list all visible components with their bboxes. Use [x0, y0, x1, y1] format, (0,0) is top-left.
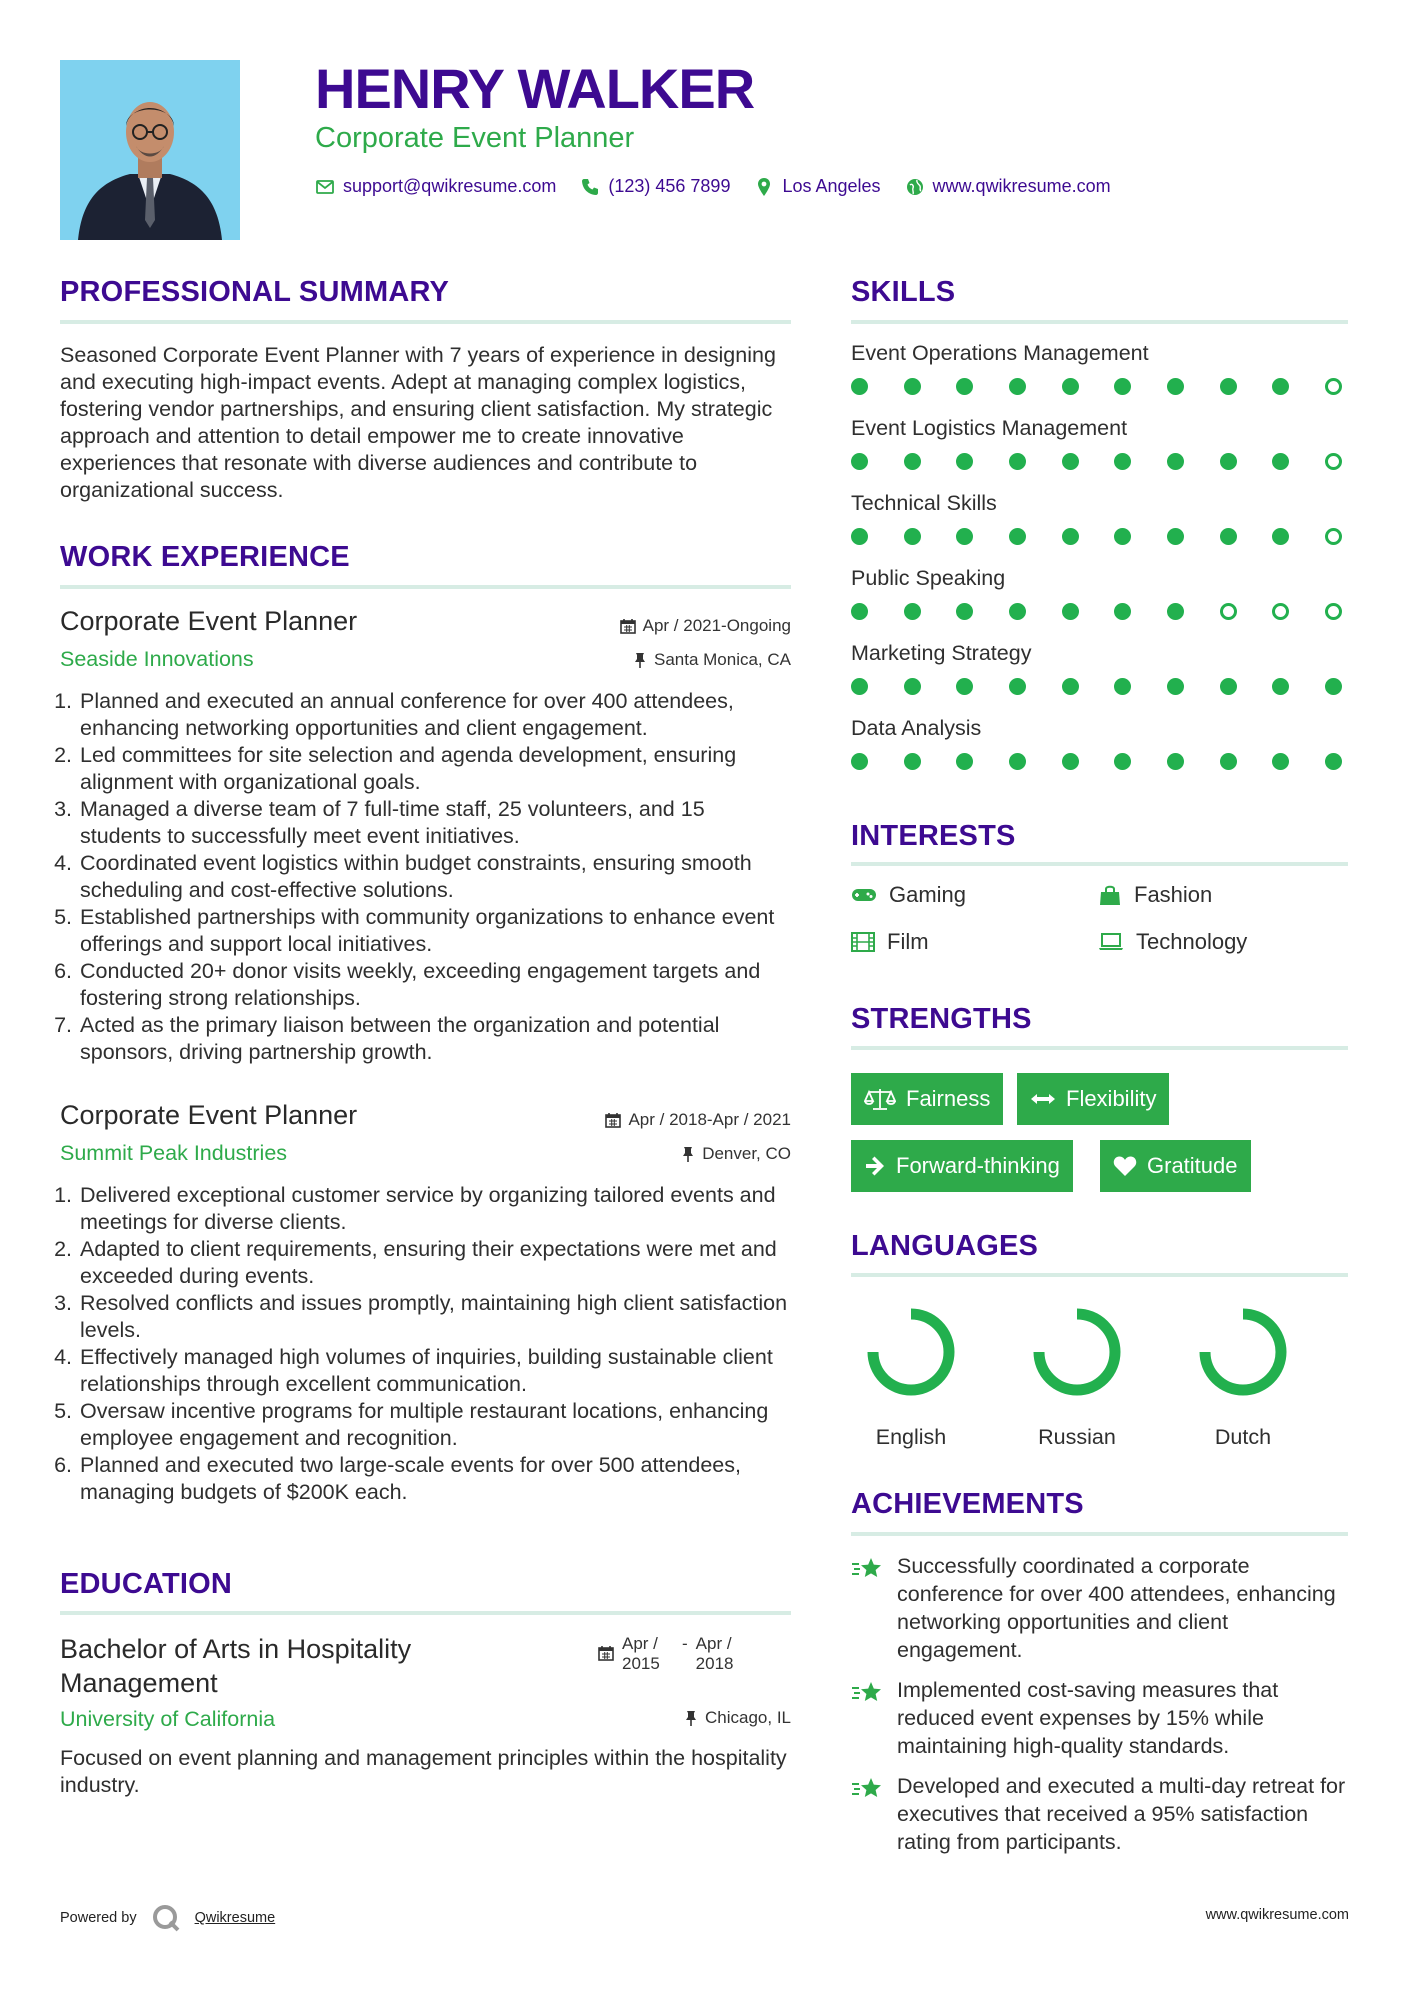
- languages-heading: LANGUAGES: [851, 1230, 1039, 1262]
- rating-dot: [1325, 378, 1342, 395]
- skills-heading: SKILLS: [851, 276, 956, 308]
- rating-dot: [851, 753, 868, 770]
- calendar-icon: [598, 1645, 614, 1661]
- shopping-bag-icon: [1098, 884, 1122, 906]
- rating-dot: [1114, 603, 1131, 620]
- list-item: 2. Adapted to client requirements, ensuring their expectations were met and exceeded during events.: [78, 1236, 791, 1290]
- language-level-arc: [1205, 1314, 1281, 1390]
- strength-chip: Flexibility: [1017, 1073, 1169, 1125]
- experience-heading: WORK EXPERIENCE: [60, 541, 350, 573]
- list-item: 6. Planned and executed two large-scale events for over 500 attendees, managing budgets of $200K each.: [78, 1452, 791, 1506]
- profile-photo: [60, 60, 240, 240]
- section-divider: [60, 585, 791, 589]
- shooting-star-icon: [851, 1556, 883, 1582]
- rating-dot: [956, 453, 973, 470]
- education-description: Focused on event planning and management principles within the hospitality industry.: [60, 1746, 787, 1797]
- interests-heading: INTERESTS: [851, 820, 1016, 852]
- rating-dot: [1220, 603, 1237, 620]
- language-item: Dutch: [1183, 1302, 1303, 1450]
- rating-dot: [1325, 528, 1342, 545]
- rating-dot: [851, 528, 868, 545]
- job-bullets: [60, 688, 791, 1066]
- rating-dot: [1220, 753, 1237, 770]
- language-item: Russian: [1017, 1302, 1137, 1450]
- rating-dot: [904, 453, 921, 470]
- rating-dot: [1062, 453, 1079, 470]
- qwikresume-logo-icon: [151, 1903, 181, 1933]
- list-item: 4. Effectively managed high volumes of inquiries, building sustainable client relationships through excellent communication.: [78, 1344, 791, 1398]
- contact-bar: [315, 176, 1125, 197]
- map-marker-icon: [754, 177, 774, 197]
- interest-item: Gaming: [851, 882, 966, 908]
- achievement-item: Successfully coordinated a corporate conference for over 400 attendees, enhancing networking opportunities and client engagement.: [851, 1552, 1348, 1664]
- footer-powered: [60, 1903, 275, 1933]
- rating-dot: [1167, 453, 1184, 470]
- list-item: 1. Planned and executed an annual conference for over 400 attendees, enhancing networking opportunities and client engagement.: [78, 688, 791, 742]
- rating-dot: [1325, 753, 1342, 770]
- job-location: Denver, CO: [702, 1144, 791, 1163]
- rating-dot: [1272, 603, 1289, 620]
- calendar-icon: [605, 1112, 621, 1128]
- website-link[interactable]: www.qwikresume.com: [932, 176, 1111, 196]
- rating-dot: [1167, 603, 1184, 620]
- list-item: 7. Acted as the primary liaison between the organization and potential sponsors, driving partnership growth.: [78, 1012, 791, 1066]
- skill-name: Technical Skills: [851, 491, 997, 515]
- job-entry: [60, 1098, 791, 1506]
- rating-dot: [956, 603, 973, 620]
- rating-dot: [1167, 678, 1184, 695]
- language-item: English: [851, 1302, 971, 1450]
- skill-name: Marketing Strategy: [851, 641, 1032, 665]
- section-divider: [851, 1273, 1348, 1277]
- rating-dot: [1062, 603, 1079, 620]
- rating-dot: [1272, 378, 1289, 395]
- globe-icon: [905, 177, 925, 197]
- rating-dot: [904, 603, 921, 620]
- list-item: 3. Managed a diverse team of 7 full-time staff, 25 volunteers, and 15 students to successfully meet event initiatives.: [78, 796, 791, 850]
- balance-scale-icon: [864, 1087, 896, 1111]
- heart-icon: [1113, 1155, 1137, 1177]
- achievements-list: [851, 1552, 1348, 1856]
- rating-dot: [1114, 753, 1131, 770]
- strength-chip: Forward-thinking: [851, 1140, 1073, 1192]
- rating-dot: [851, 678, 868, 695]
- edu-start-month: Apr /: [622, 1634, 658, 1653]
- job-entry: [60, 604, 791, 1066]
- interest-item: Fashion: [1098, 882, 1212, 908]
- rating-dot: [1009, 603, 1026, 620]
- rating-dot: [851, 453, 868, 470]
- language-level-arc: [873, 1314, 949, 1390]
- rating-dot: [1062, 378, 1079, 395]
- laptop-icon: [1098, 933, 1124, 951]
- achievement-item: Developed and executed a multi-day retreat for executives that received a 95% satisfaction rating from participants.: [851, 1772, 1348, 1856]
- skill-item: [851, 566, 1348, 641]
- rating-dot: [1062, 678, 1079, 695]
- gamepad-icon: [851, 886, 877, 904]
- job-title: Corporate Event Planner: [60, 606, 358, 636]
- list-item: 6. Conducted 20+ donor visits weekly, exceeding engagement targets and fostering strong relationships.: [78, 958, 791, 1012]
- rating-dot: [1167, 528, 1184, 545]
- summary-text: Seasoned Corporate Event Planner with 7 years of experience in designing and executing high-impact events. Adept at managing complex logistics, fostering vendor partnerships, and ensuring client satisfaction. My strategic approach and attention to detail empower me to create innovative experiences that resonate with diverse audiences and contribute to organizational success.: [60, 343, 776, 502]
- powered-by-label: Powered by: [60, 1910, 137, 1926]
- footer-site-link[interactable]: www.qwikresume.com: [1205, 1907, 1349, 1923]
- rating-dot: [1325, 603, 1342, 620]
- rating-dot: [1009, 753, 1026, 770]
- skill-name: Event Logistics Management: [851, 416, 1128, 440]
- email-link[interactable]: support@qwikresume.com: [343, 176, 557, 196]
- skill-rating: [851, 378, 1342, 395]
- language-ring: [1027, 1302, 1127, 1402]
- list-item: 4. Coordinated event logistics within budget constraints, ensuring smooth scheduling and cost-effective solutions.: [78, 850, 791, 904]
- languages-list: [851, 1302, 1303, 1450]
- candidate-name: HENRY WALKER: [315, 57, 755, 120]
- strength-chip: Fairness: [851, 1073, 1003, 1125]
- skill-name: Public Speaking: [851, 566, 1006, 590]
- skill-name: Data Analysis: [851, 716, 982, 740]
- school-name: University of California: [60, 1707, 276, 1731]
- rating-dot: [1062, 528, 1079, 545]
- skill-rating: [851, 528, 1342, 545]
- skill-item: [851, 716, 1348, 791]
- edu-end-month: Apr /: [695, 1634, 732, 1653]
- section-divider: [60, 1611, 791, 1615]
- rating-dot: [1167, 378, 1184, 395]
- job-company: Summit Peak Industries: [60, 1141, 288, 1165]
- rating-dot: [851, 378, 868, 395]
- list-item: 3. Resolved conflicts and issues promptly, maintaining high client satisfaction levels.: [78, 1290, 791, 1344]
- section-divider: [851, 862, 1348, 866]
- job-company: Seaside Innovations: [60, 647, 254, 671]
- rating-dot: [1114, 378, 1131, 395]
- shooting-star-icon: [851, 1680, 883, 1706]
- brand-link[interactable]: Qwikresume: [194, 1910, 276, 1926]
- skill-rating: [851, 678, 1342, 695]
- pushpin-icon: [633, 652, 647, 668]
- rating-dot: [1220, 378, 1237, 395]
- rating-dot: [1009, 678, 1026, 695]
- language-level-arc: [1039, 1314, 1115, 1390]
- rating-dot: [1220, 528, 1237, 545]
- pushpin-icon: [681, 1146, 695, 1162]
- rating-dot: [1114, 528, 1131, 545]
- skill-rating: [851, 603, 1342, 620]
- rating-dot: [1272, 753, 1289, 770]
- envelope-icon: [315, 177, 335, 197]
- rating-dot: [1114, 453, 1131, 470]
- rating-dot: [904, 378, 921, 395]
- skill-item: [851, 641, 1348, 716]
- rating-dot: [1272, 528, 1289, 545]
- job-dates: Apr / 2021-Ongoing: [642, 616, 791, 635]
- location-text: Los Angeles: [782, 176, 881, 196]
- arrows-horizontal-icon: [1030, 1092, 1056, 1106]
- film-icon: [851, 932, 875, 952]
- degree-title: Bachelor of Arts in Hospitality Management: [60, 1634, 412, 1698]
- edu-end-year: 2018: [695, 1654, 734, 1673]
- section-divider: [851, 1046, 1348, 1050]
- education-dates: Apr / 2015 - Apr / 2018: [598, 1634, 734, 1674]
- skill-item: [851, 491, 1348, 566]
- job-dates: Apr / 2018-Apr / 2021: [628, 1110, 791, 1129]
- skills-list: [851, 341, 1348, 791]
- summary-heading: PROFESSIONAL SUMMARY: [60, 276, 450, 308]
- shooting-star-icon: [851, 1776, 883, 1802]
- interest-item: Technology: [1098, 929, 1247, 955]
- section-divider: [851, 320, 1348, 324]
- interest-item: Film: [851, 929, 929, 955]
- skill-item: [851, 416, 1348, 491]
- rating-dot: [1272, 678, 1289, 695]
- language-ring: [1193, 1302, 1293, 1402]
- rating-dot: [1009, 378, 1026, 395]
- rating-dot: [1167, 753, 1184, 770]
- job-title: Corporate Event Planner: [60, 1100, 358, 1130]
- language-ring: [861, 1302, 961, 1402]
- section-divider: [60, 320, 791, 324]
- rating-dot: [1009, 528, 1026, 545]
- rating-dot: [1325, 453, 1342, 470]
- rating-dot: [956, 678, 973, 695]
- rating-dot: [1062, 753, 1079, 770]
- education-heading: EDUCATION: [60, 1568, 233, 1600]
- achievements-heading: ACHIEVEMENTS: [851, 1488, 1084, 1520]
- school-location: Chicago, IL: [705, 1708, 791, 1727]
- candidate-title: Corporate Event Planner: [315, 122, 635, 154]
- rating-dot: [904, 753, 921, 770]
- rating-dot: [851, 603, 868, 620]
- list-item: 5. Established partnerships with community organizations to enhance event offerings and support local initiatives.: [78, 904, 791, 958]
- job-location: Santa Monica, CA: [653, 650, 791, 669]
- strength-chip: Gratitude: [1100, 1140, 1251, 1192]
- pushpin-icon: [684, 1710, 698, 1726]
- calendar-icon: [620, 618, 636, 634]
- phone-icon: [580, 177, 600, 197]
- rating-dot: [1220, 453, 1237, 470]
- list-item: 1. Delivered exceptional customer service by organizing tailored events and meetings for diverse clients.: [78, 1182, 791, 1236]
- rating-dot: [1325, 678, 1342, 695]
- rating-dot: [956, 378, 973, 395]
- section-divider: [851, 1532, 1348, 1536]
- skill-rating: [851, 753, 1342, 770]
- arrow-right-icon: [864, 1156, 886, 1176]
- edu-start-year: 2015: [622, 1654, 660, 1673]
- rating-dot: [1009, 453, 1026, 470]
- rating-dot: [904, 678, 921, 695]
- rating-dot: [1220, 678, 1237, 695]
- phone-text: (123) 456 7899: [608, 176, 731, 196]
- list-item: 2. Led committees for site selection and agenda development, ensuring alignment with organizational goals.: [78, 742, 791, 796]
- skill-item: [851, 341, 1348, 416]
- strengths-heading: STRENGTHS: [851, 1003, 1032, 1035]
- rating-dot: [1114, 678, 1131, 695]
- rating-dot: [1272, 453, 1289, 470]
- rating-dot: [904, 528, 921, 545]
- achievement-item: Implemented cost-saving measures that reduced event expenses by 15% while maintaining high-quality standards.: [851, 1676, 1348, 1760]
- list-item: 5. Oversaw incentive programs for multiple restaurant locations, enhancing employee engagement and recognition.: [78, 1398, 791, 1452]
- job-bullets: [60, 1182, 791, 1506]
- skill-name: Event Operations Management: [851, 341, 1149, 365]
- rating-dot: [956, 753, 973, 770]
- rating-dot: [956, 528, 973, 545]
- skill-rating: [851, 453, 1342, 470]
